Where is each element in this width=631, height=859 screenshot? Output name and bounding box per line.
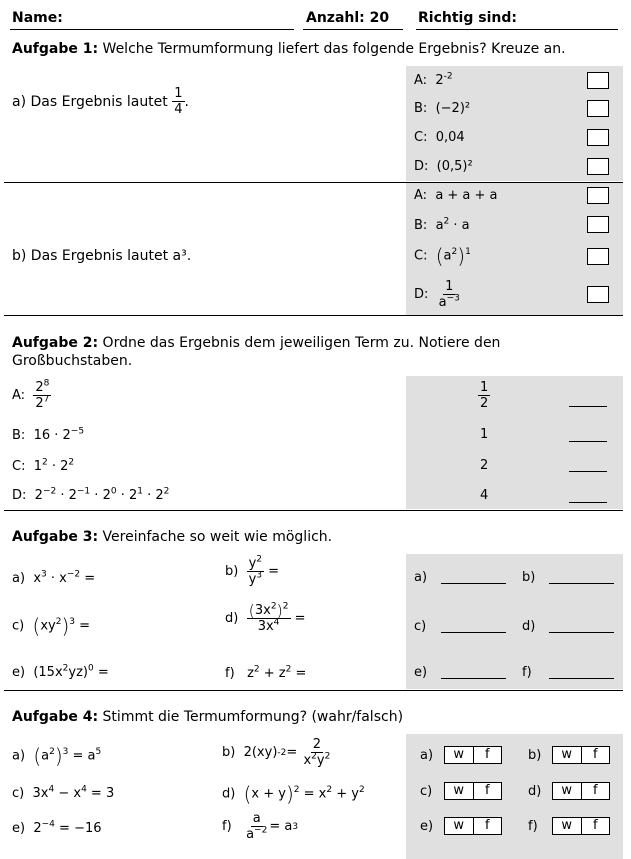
paren-open: ( <box>32 614 41 638</box>
task3-answer-c[interactable] <box>441 632 506 633</box>
task2-term-d <box>12 488 169 503</box>
task2-text: Ordne das Ergebnis dem jeweiligen Term zu. Notiere den Großbuchstaben. <box>12 335 501 369</box>
true-option[interactable]: w <box>553 818 582 834</box>
task2-title: Aufgabe 2: <box>12 335 99 351</box>
paren-close: ) <box>457 244 466 268</box>
term-exp: 2 <box>62 663 69 674</box>
term-label: f) <box>222 819 232 834</box>
paren-open: ( <box>33 744 42 768</box>
term-eq: = <box>291 666 307 681</box>
frac-den: 2 <box>480 396 489 411</box>
task2-result-2: 1 <box>480 427 489 442</box>
task3-answer-label-e: e) <box>414 665 428 680</box>
count-line <box>303 29 403 30</box>
term-label: a) <box>12 571 26 586</box>
task4-answer-label-e: e) <box>420 819 434 834</box>
task3-answer-a[interactable] <box>441 583 506 584</box>
frac-den <box>33 396 51 411</box>
task4-wf-b[interactable] <box>552 746 610 764</box>
term-base: z <box>247 666 254 681</box>
task4-wf-a[interactable] <box>444 746 502 764</box>
task4-wf-e[interactable] <box>444 817 502 835</box>
task1a-num: 1 <box>174 86 183 101</box>
option-fraction <box>437 279 462 310</box>
option-value: 0,04 <box>435 130 465 145</box>
term-base: x <box>33 571 42 586</box>
term-exp: 2 <box>253 664 260 675</box>
term-exp: 3 <box>41 569 47 580</box>
task1a-option-d <box>414 159 473 174</box>
term-exp: −1 <box>76 486 91 497</box>
frac-den-exp: 4 <box>273 617 280 628</box>
task1-heading <box>12 41 566 57</box>
term-exp: 2 <box>55 617 62 628</box>
task3-answer-e[interactable] <box>441 678 506 679</box>
frac-num <box>247 603 291 619</box>
term-exp: 2 <box>326 785 333 796</box>
option-letter: C: <box>414 130 428 145</box>
term-base: · 2 <box>90 488 111 503</box>
task3-heading <box>12 529 332 545</box>
task3-answer-label-a: a) <box>414 570 428 585</box>
term-fraction <box>33 380 51 411</box>
task1a-checkbox-b[interactable] <box>587 100 609 117</box>
task4-answer-label-d: d) <box>528 784 542 799</box>
term-exp: 2 <box>68 457 75 468</box>
term-base: 16 · 2 <box>33 428 71 443</box>
term-base: · 2 <box>56 488 77 503</box>
task3-answer-f[interactable] <box>549 678 614 679</box>
frac-den <box>244 827 269 842</box>
task2-results-panel <box>406 376 623 509</box>
task3-term-b <box>225 556 279 587</box>
task1a-den: 4 <box>174 102 183 117</box>
frac-den-exp: −3 <box>446 293 460 304</box>
paren-close: ) <box>61 614 70 638</box>
task3-answer-b[interactable] <box>549 583 614 584</box>
task1b-checkbox-a[interactable] <box>587 187 609 204</box>
task1a-fraction <box>172 86 184 117</box>
term-exp: −5 <box>70 426 85 437</box>
term-label: e) <box>12 665 26 680</box>
task2-term-c <box>12 459 74 474</box>
task2-answer-3[interactable] <box>569 471 607 472</box>
true-option[interactable]: w <box>553 783 582 799</box>
term-fraction <box>301 737 332 768</box>
task3-term-a <box>12 571 95 586</box>
frac-den <box>256 619 282 634</box>
task1a-checkbox-a[interactable] <box>587 72 609 89</box>
term-base: · 2 <box>142 488 164 503</box>
paren-open: ( <box>243 782 252 806</box>
term-fraction <box>244 811 269 842</box>
task1b-statement: b) Das Ergebnis lautet a³. <box>12 248 192 264</box>
term-exp: −2 <box>66 569 81 580</box>
term-label: d) <box>225 611 239 626</box>
divider <box>4 510 623 511</box>
paren-open: ( <box>248 601 255 620</box>
frac-num: 1 <box>445 279 454 294</box>
term-eq: = a <box>269 819 293 834</box>
task1b-option-b <box>414 218 470 233</box>
frac-num <box>247 556 264 572</box>
task3-answer-label-f: f) <box>522 665 532 680</box>
task3-title: Aufgabe 3: <box>12 529 99 545</box>
frac-den-base: x <box>303 753 312 768</box>
term-exp: 2 <box>293 785 300 796</box>
true-option[interactable]: w <box>553 747 582 763</box>
task1a-option-c <box>414 130 465 145</box>
false-option[interactable]: f <box>592 747 598 762</box>
term-label: b) <box>225 564 239 579</box>
option-exp: -2 <box>443 71 453 82</box>
task2-result-1 <box>478 380 490 411</box>
term-label: c) <box>12 618 25 634</box>
paren-close: ) <box>276 601 283 620</box>
task1a-option-a <box>414 73 453 88</box>
divider <box>4 690 623 691</box>
task1a-statement <box>12 86 189 117</box>
task3-answers-panel <box>406 554 623 689</box>
task3-answer-d[interactable] <box>549 632 614 633</box>
term-eq: = −16 <box>54 821 102 836</box>
task1b-checkbox-d[interactable] <box>587 286 609 303</box>
term-exp: 4 <box>81 784 87 795</box>
term-base: · x <box>46 571 67 586</box>
term-base: 3x <box>32 786 49 801</box>
option-letter: B: <box>12 428 26 443</box>
name-label: Name: <box>12 10 63 26</box>
frac-den-exp: 7 <box>43 394 50 405</box>
task4-term-c <box>12 786 114 801</box>
frac-num <box>33 380 51 396</box>
true-option[interactable]: w <box>445 783 474 799</box>
false-option[interactable]: f <box>592 783 598 798</box>
task3-term-c <box>12 614 90 638</box>
term-base: + y <box>332 786 359 802</box>
false-option[interactable]: f <box>484 818 490 833</box>
false-option[interactable]: f <box>484 747 490 762</box>
task1-title: Aufgabe 1: <box>12 41 99 57</box>
term-base: = x <box>299 786 327 802</box>
term-exp: −2 <box>42 486 57 497</box>
option-exp: 2 <box>443 216 450 227</box>
task3-answer-label-b: b) <box>522 570 536 585</box>
term-exp: 2 <box>285 664 292 675</box>
option-value: (0,5)² <box>436 159 473 174</box>
option-value: a <box>443 248 452 264</box>
term-base: · 2 <box>47 459 69 474</box>
frac-den-base: 2 <box>35 396 44 411</box>
term-fraction <box>247 603 291 634</box>
option-exp: 2 <box>451 247 458 258</box>
term-base: − x <box>54 786 82 801</box>
task1b-option-c <box>414 244 471 268</box>
correct-line[interactable] <box>416 29 618 30</box>
frac-num: 1 <box>480 380 489 395</box>
true-option[interactable]: w <box>445 818 474 834</box>
task2-result-3: 2 <box>480 458 489 473</box>
task2-answer-1[interactable] <box>569 406 607 407</box>
false-option[interactable]: f <box>484 783 490 798</box>
task4-term-e <box>12 821 102 836</box>
task3-answer-label-c: c) <box>414 619 427 634</box>
term-exp: 1 <box>137 486 143 497</box>
divider <box>4 315 623 316</box>
task2-heading <box>12 334 572 370</box>
term-label: d) <box>222 786 236 802</box>
frac-num-exp: 2 <box>256 554 263 565</box>
option-letter: D: <box>414 287 429 302</box>
task3-term-e <box>12 665 109 680</box>
task4-term-a <box>12 744 101 768</box>
false-option[interactable]: f <box>592 818 598 833</box>
task3-text: Vereinfache so weit wie möglich. <box>102 529 333 545</box>
task1a-prefix: a) Das Ergebnis lautet <box>12 93 168 110</box>
task3-term-f <box>225 666 306 681</box>
task4-term-b: b) 2(xy) -2 = $\frac{2}{x^2y^2}$ <box>222 737 331 768</box>
term-exp: −4 <box>41 819 55 830</box>
term-outer-exp: 3 <box>62 747 69 758</box>
term-exp: 0 <box>110 486 117 497</box>
task4-answer-label-c: c) <box>420 784 433 799</box>
divider <box>4 182 623 183</box>
task1b-option-d <box>414 279 462 310</box>
frac-den <box>437 295 462 310</box>
task2-answer-4[interactable] <box>569 502 607 503</box>
term-exp: 2 <box>163 486 170 497</box>
task4-heading <box>12 709 403 725</box>
option-rest: · a <box>453 218 470 233</box>
task1a-option-b <box>414 101 470 116</box>
term-base: 2 <box>34 488 43 503</box>
frac-den <box>301 753 332 768</box>
paren-close: ) <box>54 744 63 768</box>
option-value: 2 <box>435 73 444 88</box>
term-eq: = <box>268 564 280 579</box>
option-letter: D: <box>414 159 429 174</box>
option-value: a <box>435 218 444 233</box>
task1a-checkbox-d[interactable] <box>587 158 609 175</box>
frac-den-exp: 2 <box>324 751 331 762</box>
task1-text: Welche Termumformung liefert das folgende Ergebnis? Kreuze an. <box>102 41 566 57</box>
task4-wf-c[interactable] <box>444 782 502 800</box>
term-exp: 0 <box>87 663 94 674</box>
term-eq: = <box>80 571 96 586</box>
term-base: 1 <box>33 459 43 474</box>
term-base: 2(xy) <box>243 745 278 760</box>
frac-num-exp: 8 <box>43 378 50 389</box>
frac-num: a <box>252 811 261 826</box>
option-letter: D: <box>12 488 27 503</box>
term-exp: 2 <box>42 457 48 468</box>
frac-den-exp: 2 <box>311 751 317 762</box>
frac-num-base: y <box>248 556 257 571</box>
task1b-checkbox-c[interactable] <box>587 248 609 265</box>
term-label: f) <box>225 666 235 681</box>
term-base: (15x <box>33 665 63 680</box>
task1b-checkbox-b[interactable] <box>587 216 609 233</box>
term-base: · 2 <box>116 488 138 503</box>
paren-open: ( <box>435 244 444 268</box>
option-letter: A: <box>414 188 428 203</box>
frac-num-outer-exp: 2 <box>282 601 289 612</box>
task3-term-d <box>225 603 306 634</box>
frac-den-exp: −2 <box>254 825 268 836</box>
task4-text: Stimmt die Termumformung? (wahr/falsch) <box>102 709 404 725</box>
option-letter: B: <box>414 101 428 116</box>
name-line[interactable] <box>10 29 294 30</box>
term-eq: = 3 <box>86 786 115 801</box>
frac-num-base: 2 <box>35 380 44 395</box>
term-exp: 4 <box>48 784 55 795</box>
term-base: a <box>41 748 50 764</box>
frac-den-base: a <box>246 827 255 842</box>
term-label: e) <box>12 821 26 836</box>
option-letter: B: <box>414 218 428 233</box>
term-label: c) <box>12 786 25 801</box>
term-outer-exp: 3 <box>69 617 75 628</box>
term-label: a) <box>12 748 26 764</box>
term-eq: = <box>93 665 109 680</box>
frac-den <box>247 572 264 587</box>
option-letter: C: <box>12 459 26 474</box>
option-letter: A: <box>414 73 428 88</box>
paren-close: ) <box>285 782 294 806</box>
correct-label: Richtig sind: <box>418 10 517 26</box>
frac-num-base: 3x <box>254 603 271 618</box>
task1b-option-a <box>414 188 498 203</box>
task4-wf-f[interactable] <box>552 817 610 835</box>
term-base: yz) <box>68 665 88 680</box>
term-base: + z <box>259 666 286 681</box>
frac-den-exp: 3 <box>256 570 263 581</box>
task4-answer-label-a: a) <box>420 748 434 763</box>
option-value: a + a + a <box>435 188 498 203</box>
frac-den-base: 3x <box>257 619 274 634</box>
task1a-checkbox-c[interactable] <box>587 129 609 146</box>
task4-title: Aufgabe 4: <box>12 709 99 725</box>
term-fraction <box>247 556 264 587</box>
task4-wf-d[interactable] <box>552 782 610 800</box>
task4-term-d <box>222 782 365 806</box>
task3-answer-label-d: d) <box>522 619 536 634</box>
frac-den-base: y <box>316 753 325 768</box>
term-label: b) <box>222 745 236 760</box>
term-eq: = <box>74 618 91 634</box>
true-option[interactable]: w <box>445 747 474 763</box>
term-base: = a <box>68 748 96 764</box>
option-outer-exp: 1 <box>465 247 471 258</box>
result-fraction <box>478 380 490 411</box>
term-exp: 2 <box>49 747 55 758</box>
option-value: (−2)² <box>435 101 471 116</box>
term-exp: 5 <box>95 747 102 758</box>
task4-answer-label-b: b) <box>528 748 542 763</box>
task2-term-b <box>12 428 84 443</box>
term-eq: = <box>294 611 306 626</box>
term-base: xy <box>40 618 56 634</box>
task1a-dot: . <box>184 93 189 110</box>
frac-num: 2 <box>312 737 322 752</box>
option-letter: A: <box>12 388 26 403</box>
term-base: x + y <box>251 786 286 802</box>
task2-answer-2[interactable] <box>569 441 607 442</box>
task4-answer-label-f: f) <box>528 819 538 834</box>
count-label: Anzahl: 20 <box>306 10 390 26</box>
frac-den-base: y <box>248 572 257 587</box>
term-exp: 2 <box>358 785 365 796</box>
term-base: 2 <box>33 821 42 836</box>
frac-den-base: a <box>438 295 447 310</box>
term-eq: = <box>286 745 298 760</box>
task4-term-f: f) $\frac{a}{a^{-2}}$ = a 3 <box>222 811 299 842</box>
frac-num-exp: 2 <box>270 601 277 612</box>
task2-term-a <box>12 380 51 411</box>
task2-result-4: 4 <box>480 488 489 503</box>
option-letter: C: <box>414 248 428 264</box>
